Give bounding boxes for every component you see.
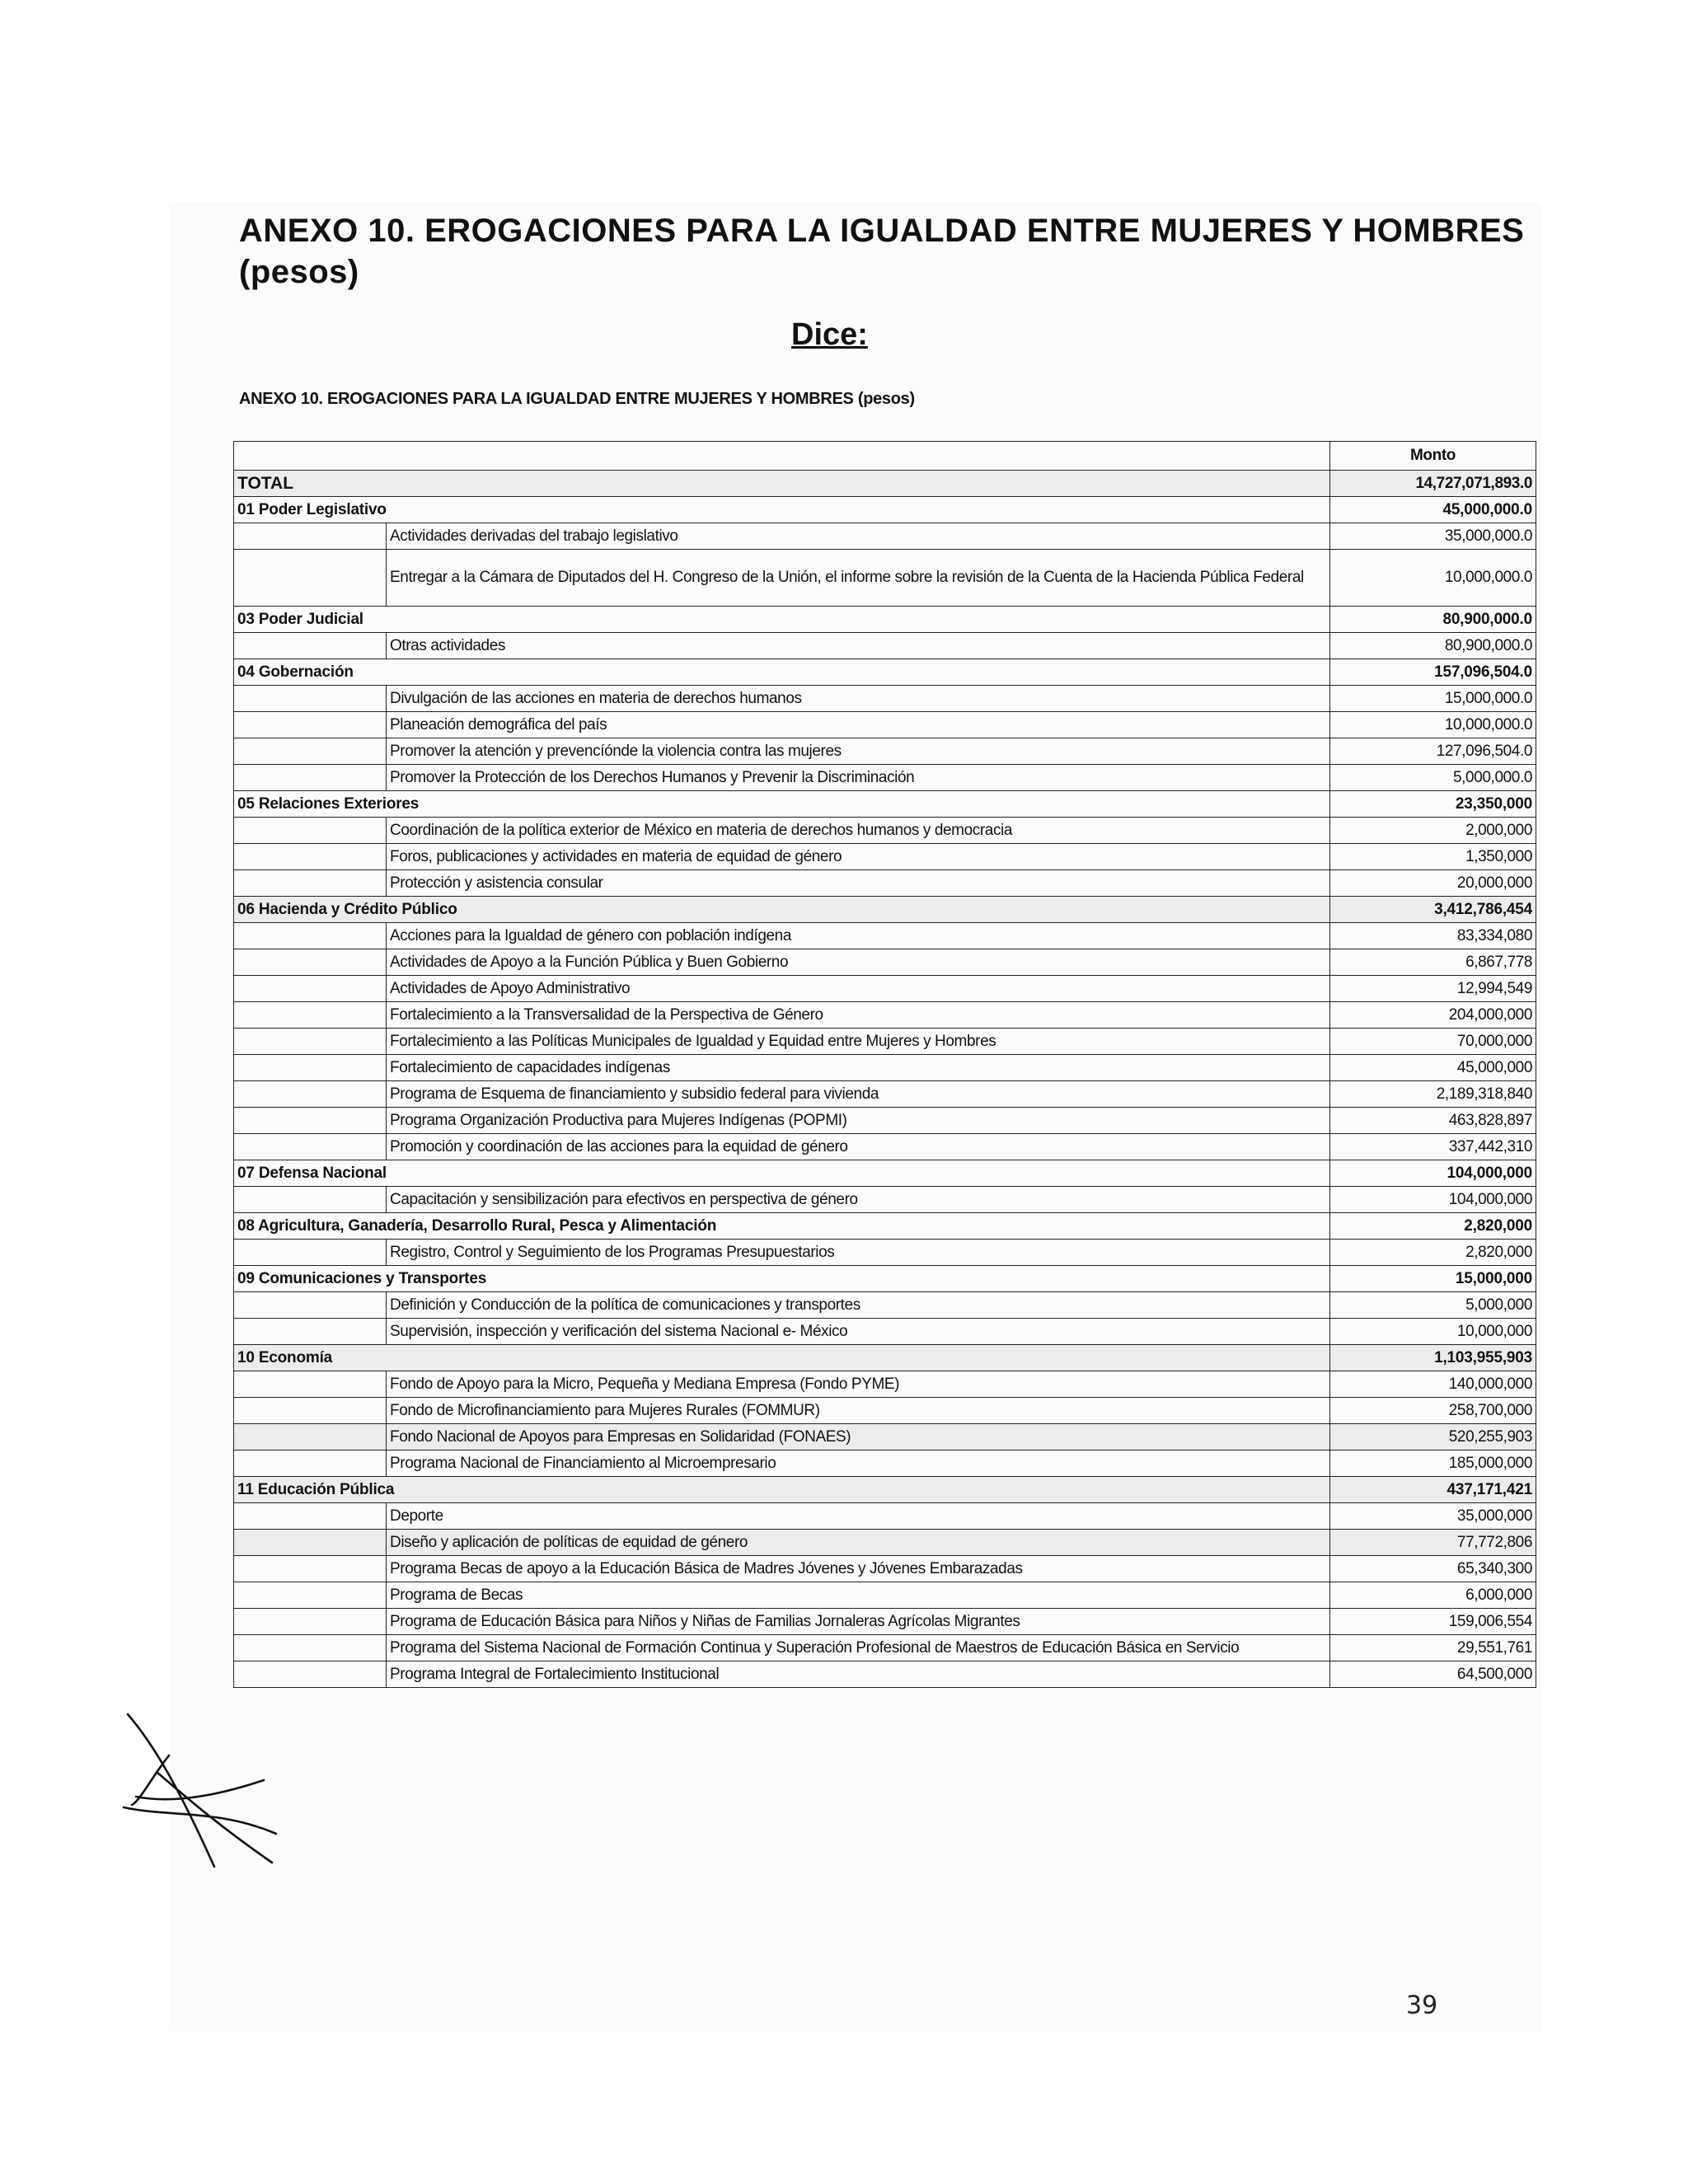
indent-cell: [234, 1556, 387, 1582]
amount-cell: 159,006,554: [1330, 1609, 1536, 1635]
table-row: [234, 923, 1536, 949]
amount-cell: 104,000,000: [1330, 1160, 1536, 1187]
total-label: TOTAL: [234, 471, 1330, 497]
amount-cell: 15,000,000.0: [1330, 686, 1536, 712]
amount-cell: 80,900,000.0: [1330, 633, 1536, 659]
item-label: Protección y asistencia consular: [387, 870, 1330, 897]
amount-cell: 2,820,000: [1330, 1240, 1536, 1266]
amount-cell: 70,000,000: [1330, 1029, 1536, 1055]
indent-cell: [234, 923, 387, 949]
table-row: [234, 523, 1536, 550]
item-label: Fondo de Microfinanciamiento para Mujeres Rurales (FOMMUR): [387, 1398, 1330, 1424]
table-row: [234, 844, 1536, 870]
table-row: [234, 1530, 1536, 1556]
amount-cell: 20,000,000: [1330, 870, 1536, 897]
item-label: Coordinación de la política exterior de México en materia de derechos humanos y democracia: [387, 818, 1330, 844]
indent-cell: [234, 686, 387, 712]
table-row: [234, 1371, 1536, 1398]
amount-cell: 3,412,786,454: [1330, 897, 1536, 923]
indent-cell: [234, 844, 387, 870]
amount-cell: 45,000,000: [1330, 1055, 1536, 1081]
indent-cell: [234, 1371, 387, 1398]
table-row: [234, 1081, 1536, 1108]
table-row: [234, 1609, 1536, 1635]
amount-cell: 437,171,421: [1330, 1477, 1536, 1503]
indent-cell: [234, 1661, 387, 1688]
section-label: 01 Poder Legislativo: [234, 497, 1330, 523]
item-label: Foros, publicaciones y actividades en materia de equidad de género: [387, 844, 1330, 870]
item-label: Fortalecimiento de capacidades indígenas: [387, 1055, 1330, 1081]
item-label: Actividades de Apoyo a la Función Pública y Buen Gobierno: [387, 949, 1330, 976]
indent-cell: [234, 818, 387, 844]
table-row: [234, 738, 1536, 765]
item-label: Programa de Becas: [387, 1582, 1330, 1609]
indent-cell: [234, 550, 387, 607]
item-label: Fortalecimiento a la Transversalidad de la Perspectiva de Género: [387, 1002, 1330, 1029]
table-row: [234, 633, 1536, 659]
section-label: 04 Gobernación: [234, 659, 1330, 686]
section-row: [234, 1266, 1536, 1292]
amount-cell: 10,000,000.0: [1330, 550, 1536, 607]
item-label: Programa de Esquema de financiamiento y subsidio federal para vivienda: [387, 1081, 1330, 1108]
section-row: [234, 1160, 1536, 1187]
amount-cell: 258,700,000: [1330, 1398, 1536, 1424]
table-row: [234, 1503, 1536, 1530]
section-row: [234, 1345, 1536, 1371]
item-label: Diseño y aplicación de políticas de equidad de género: [387, 1530, 1330, 1556]
amount-cell: 520,255,903: [1330, 1424, 1536, 1451]
section-label: 11 Educación Pública: [234, 1477, 1330, 1503]
table-row: [234, 949, 1536, 976]
amount-cell: 12,994,549: [1330, 976, 1536, 1002]
amount-cell: 2,000,000: [1330, 818, 1536, 844]
page-number: 39: [1406, 1991, 1438, 2020]
table-row: [234, 712, 1536, 738]
table-row: [234, 765, 1536, 791]
table-subtitle: ANEXO 10. EROGACIONES PARA LA IGUALDAD ENTRE MUJERES Y HOMBRES (pesos): [239, 390, 915, 408]
amount-cell: 64,500,000: [1330, 1661, 1536, 1688]
item-label: Promover la Protección de los Derechos Humanos y Prevenir la Discriminación: [387, 765, 1330, 791]
amount-cell: 204,000,000: [1330, 1002, 1536, 1029]
indent-cell: [234, 633, 387, 659]
section-row: [234, 1477, 1536, 1503]
indent-cell: [234, 1635, 387, 1661]
indent-cell: [234, 1530, 387, 1556]
indent-cell: [234, 523, 387, 550]
item-label: Otras actividades: [387, 633, 1330, 659]
item-label: Actividades derivadas del trabajo legislativo: [387, 523, 1330, 550]
amount-cell: 10,000,000: [1330, 1319, 1536, 1345]
section-label: 03 Poder Judicial: [234, 607, 1330, 633]
amount-cell: 1,350,000: [1330, 844, 1536, 870]
amount-cell: 29,551,761: [1330, 1635, 1536, 1661]
amount-cell: 10,000,000.0: [1330, 712, 1536, 738]
indent-cell: [234, 1609, 387, 1635]
section-row: [234, 607, 1536, 633]
table-row: [234, 550, 1536, 607]
amount-cell: 23,350,000: [1330, 791, 1536, 818]
table-row: [234, 1292, 1536, 1319]
amount-cell: 2,820,000: [1330, 1213, 1536, 1240]
amount-cell: 35,000,000.0: [1330, 523, 1536, 550]
indent-cell: [234, 1187, 387, 1213]
item-label: Planeación demográfica del país: [387, 712, 1330, 738]
indent-cell: [234, 1398, 387, 1424]
table-row: [234, 870, 1536, 897]
table-row: [234, 1029, 1536, 1055]
section-row: [234, 897, 1536, 923]
item-label: Fortalecimiento a las Políticas Municipales de Igualdad y Equidad entre Mujeres y Hombres: [387, 1029, 1330, 1055]
section-row: [234, 659, 1536, 686]
item-label: Programa Organización Productiva para Mujeres Indígenas (POPMI): [387, 1108, 1330, 1134]
item-label: Fondo Nacional de Apoyos para Empresas en Solidaridad (FONAES): [387, 1424, 1330, 1451]
expenditure-table: [233, 441, 1536, 1688]
table-row: [234, 686, 1536, 712]
section-label: 07 Defensa Nacional: [234, 1160, 1330, 1187]
amount-cell: 14,727,071,893.0: [1330, 471, 1536, 497]
amount-cell: 5,000,000: [1330, 1292, 1536, 1319]
indent-cell: [234, 765, 387, 791]
table-row: [234, 1240, 1536, 1266]
indent-cell: [234, 1319, 387, 1345]
item-label: Deporte: [387, 1503, 1330, 1530]
item-label: Promover la atención y prevencíónde la violencia contra las mujeres: [387, 738, 1330, 765]
page-title: ANEXO 10. EROGACIONES PARA LA IGUALDAD ENTRE MUJERES Y HOMBRES (pesos): [239, 213, 1525, 290]
item-label: Actividades de Apoyo Administrativo: [387, 976, 1330, 1002]
table-row: [234, 1055, 1536, 1081]
header-amount-cell: Monto: [1330, 442, 1536, 471]
table-row: [234, 1451, 1536, 1477]
indent-cell: [234, 1055, 387, 1081]
indent-cell: [234, 1029, 387, 1055]
amount-cell: 15,000,000: [1330, 1266, 1536, 1292]
indent-cell: [234, 1424, 387, 1451]
item-label: Divulgación de las acciones en materia de derechos humanos: [387, 686, 1330, 712]
indent-cell: [234, 1451, 387, 1477]
amount-cell: 1,103,955,903: [1330, 1345, 1536, 1371]
item-label: Definición y Conducción de la política de comunicaciones y transportes: [387, 1292, 1330, 1319]
table-row: [234, 1187, 1536, 1213]
total-row: [234, 471, 1536, 497]
item-label: Programa Integral de Fortalecimiento Institucional: [387, 1661, 1330, 1688]
table-row: [234, 1134, 1536, 1160]
amount-cell: 2,189,318,840: [1330, 1081, 1536, 1108]
amount-cell: 35,000,000: [1330, 1503, 1536, 1530]
amount-cell: 65,340,300: [1330, 1556, 1536, 1582]
table-row: [234, 1108, 1536, 1134]
amount-cell: 80,900,000.0: [1330, 607, 1536, 633]
indent-cell: [234, 1134, 387, 1160]
amount-cell: 5,000,000.0: [1330, 765, 1536, 791]
indent-cell: [234, 712, 387, 738]
indent-cell: [234, 1002, 387, 1029]
item-label: Fondo de Apoyo para la Micro, Pequeña y Mediana Empresa (Fondo PYME): [387, 1371, 1330, 1398]
amount-cell: 463,828,897: [1330, 1108, 1536, 1134]
amount-cell: 45,000,000.0: [1330, 497, 1536, 523]
handwritten-signature: [120, 1710, 284, 1875]
section-row: [234, 791, 1536, 818]
item-label: Supervisión, inspección y verificación del sistema Nacional e- México: [387, 1319, 1330, 1345]
table-header-row: [234, 442, 1536, 471]
indent-cell: [234, 1582, 387, 1609]
table-row: [234, 976, 1536, 1002]
table-body: [234, 442, 1536, 1688]
table-row: [234, 1635, 1536, 1661]
item-label: Programa de Educación Básica para Niños y Niñas de Familias Jornaleras Agrícolas Migrantes: [387, 1609, 1330, 1635]
table-row: [234, 1319, 1536, 1345]
item-label: Programa del Sistema Nacional de Formación Continua y Superación Profesional de Maestros de Educación Básica en Servicio: [387, 1635, 1330, 1661]
item-label: Entregar a la Cámara de Diputados del H. Congreso de la Unión, el informe sobre la revisión de la Cuenta de la Hacienda Pública Federal: [387, 550, 1330, 607]
item-label: Programa Nacional de Financiamiento al Microempresario: [387, 1451, 1330, 1477]
item-label: Capacitación y sensibilización para efectivos en perspectiva de género: [387, 1187, 1330, 1213]
header-blank-cell: [234, 442, 1330, 471]
indent-cell: [234, 1081, 387, 1108]
indent-cell: [234, 1240, 387, 1266]
indent-cell: [234, 1503, 387, 1530]
section-row: [234, 497, 1536, 523]
amount-cell: 77,772,806: [1330, 1530, 1536, 1556]
item-label: Registro, Control y Seguimiento de los Programas Presupuestarios: [387, 1240, 1330, 1266]
indent-cell: [234, 976, 387, 1002]
table-row: [234, 1424, 1536, 1451]
section-label: 10 Economía: [234, 1345, 1330, 1371]
table-row: [234, 1661, 1536, 1688]
indent-cell: [234, 1292, 387, 1319]
amount-cell: 157,096,504.0: [1330, 659, 1536, 686]
section-label: 05 Relaciones Exteriores: [234, 791, 1330, 818]
amount-cell: 127,096,504.0: [1330, 738, 1536, 765]
table-row: [234, 1556, 1536, 1582]
amount-cell: 83,334,080: [1330, 923, 1536, 949]
table-row: [234, 818, 1536, 844]
amount-cell: 337,442,310: [1330, 1134, 1536, 1160]
section-label: 06 Hacienda y Crédito Público: [234, 897, 1330, 923]
indent-cell: [234, 870, 387, 897]
section-label: 08 Agricultura, Ganadería, Desarrollo Rural, Pesca y Alimentación: [234, 1213, 1330, 1240]
table-row: [234, 1582, 1536, 1609]
amount-cell: 104,000,000: [1330, 1187, 1536, 1213]
indent-cell: [234, 1108, 387, 1134]
amount-cell: 6,000,000: [1330, 1582, 1536, 1609]
amount-cell: 140,000,000: [1330, 1371, 1536, 1398]
section-row: [234, 1213, 1536, 1240]
indent-cell: [234, 949, 387, 976]
item-label: Promoción y coordinación de las acciones para la equidad de género: [387, 1134, 1330, 1160]
item-label: Programa Becas de apoyo a la Educación Básica de Madres Jóvenes y Jóvenes Embarazadas: [387, 1556, 1330, 1582]
amount-cell: 185,000,000: [1330, 1451, 1536, 1477]
item-label: Acciones para la Igualdad de género con población indígena: [387, 923, 1330, 949]
section-label: 09 Comunicaciones y Transportes: [234, 1266, 1330, 1292]
amount-cell: 6,867,778: [1330, 949, 1536, 976]
dice-heading: Dice:: [791, 317, 868, 352]
indent-cell: [234, 738, 387, 765]
table-row: [234, 1002, 1536, 1029]
table-row: [234, 1398, 1536, 1424]
